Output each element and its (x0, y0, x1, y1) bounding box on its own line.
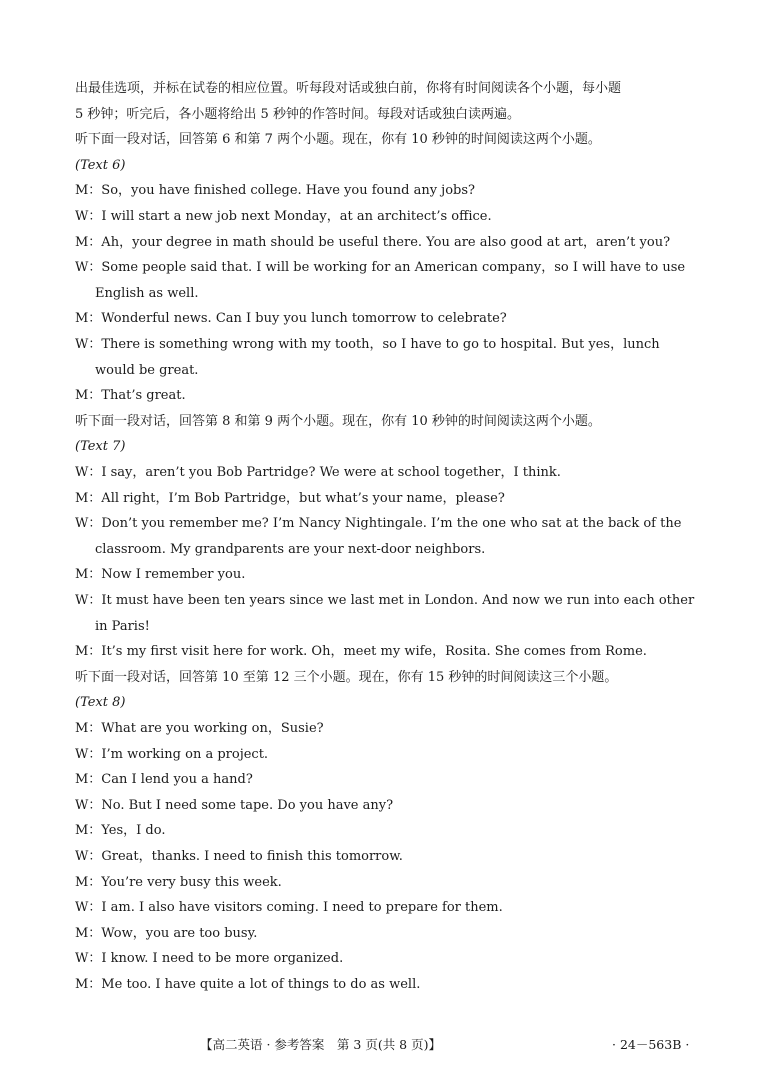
text-line: M：Wonderful news. Can I buy you lunch tomorrow to celebrate? (75, 311, 507, 327)
text-line: M：Me too. I have quite a lot of things to do as well. (75, 977, 421, 992)
text-line: 听下面一段对话，回答第 8 和第 9 两个小题。现在，你有 10 秒钟的时间阅读这两个小题。 (75, 413, 601, 429)
text-line: M：That’s great. (75, 388, 186, 404)
text-line: M：Now I remember you. (75, 567, 246, 583)
page-footer: 【高二英语 · 参考答案 第 3 页(共 8 页)】 (200, 1037, 441, 1052)
text-line: W：Some people said that. I will be working for an American company，so I will have to use (75, 260, 686, 276)
text-line: English as well. (95, 285, 199, 301)
text-line: M：What are you working on，Susie? (75, 721, 324, 736)
text-line: 出最佳选项，并标在试卷的相应位置。听每段对话或独白前，你将有时间阅读各个小题，每小题 (75, 81, 622, 96)
text-line: 听下面一段对话，回答第 6 和第 7 两个小题。现在，你有 10 秒钟的时间阅读这两个小题。 (75, 132, 601, 148)
section-label: (Text 6) (75, 157, 126, 173)
text-line: W：I am. I also have visitors coming. I need to prepare for them. (75, 900, 503, 916)
text-line: W：I’m working on a project. (75, 746, 269, 762)
text-line: 5 秒钟；听完后，各小题将给出 5 秒钟的作答时间。每段对话或独白读两遍。 (75, 106, 520, 122)
text-line: W：There is something wrong with my tooth，so I have to go to hospital. But yes，lunch (75, 337, 660, 352)
text-line: in Paris! (95, 618, 150, 634)
text-line: W：I say，aren’t you Bob Partridge? We were at school together，I think. (75, 465, 561, 480)
section-label: (Text 7) (75, 439, 126, 455)
text-line: 听下面一段对话，回答第 10 至第 12 三个小题。现在，你有 15 秒钟的时间阅读这三个小题。 (75, 669, 618, 685)
text-line: M：Wow，you are too busy. (75, 925, 258, 941)
text-line: W：I will start a new job next Monday，at an architect’s office. (75, 209, 492, 224)
text-line: W：Great，thanks. I need to finish this tomorrow. (75, 849, 403, 864)
text-line: W：It must have been ten years since we last met in London. And now we run into each other (75, 593, 695, 608)
text-line: M：Can I lend you a hand? (75, 772, 253, 788)
text-line: M：Ah，your degree in math should be useful there. You are also good at art，aren’t you? (75, 234, 671, 250)
section-label: (Text 8) (75, 695, 126, 711)
text-line: M：It’s my first visit here for work. Oh，meet my wife，Rosita. She comes from Rome. (75, 644, 647, 660)
text-line: W：No. But I need some tape. Do you have any? (75, 797, 394, 813)
text-line: classroom. My grandparents are your next-door neighbors. (95, 541, 486, 557)
text-line: W：Don’t you remember me? I’m Nancy Nightingale. I’m the one who sat at the back of the (75, 516, 682, 532)
text-line: M：Yes，I do. (75, 823, 166, 839)
text-line: M：You’re very busy this week. (75, 874, 282, 890)
text-line: W：I know. I need to be more organized. (75, 951, 344, 967)
text-line: would be great. (95, 362, 199, 378)
text-line: M：So，you have finished college. Have you found any jobs? (75, 183, 475, 199)
document-code: · 24－563B · (612, 1037, 690, 1052)
text-line: M：All right，I’m Bob Partridge，but what’s your name，please? (75, 490, 505, 506)
